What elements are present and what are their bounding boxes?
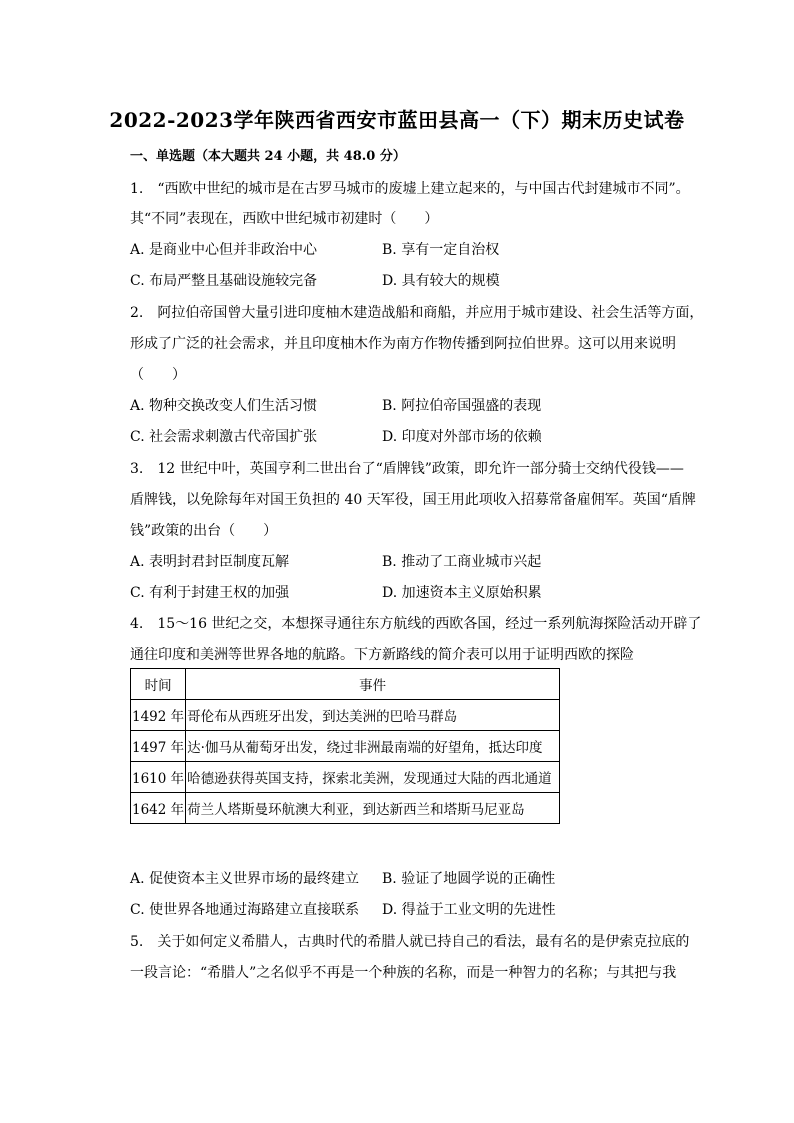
question-1-option-d: D. 具有较大的规模: [382, 273, 500, 289]
question-2-line-3: （ ）: [130, 367, 186, 383]
table-cell-event: 荷兰人塔斯曼环航澳大利亚，到达新西兰和塔斯马尼亚岛: [186, 793, 560, 824]
table-header-time: 时间: [131, 669, 186, 700]
exploration-table: [130, 668, 560, 824]
section-heading: 一、单选题（本大题共 24 小题，共 48.0 分）: [130, 149, 406, 164]
table-header-row: [131, 669, 560, 700]
table-cell-event: 哥伦布从西班牙出发，到达美洲的巴哈马群岛: [186, 700, 560, 731]
table-row: [131, 731, 560, 762]
question-1-line-1: 1. “西欧中世纪的城市是在古罗马城市的废墟上建立起来的，与中国古代封建城市不同”。: [130, 181, 690, 197]
table-header-event: 事件: [186, 669, 560, 700]
question-4-line-2: 通往印度和美洲等世界各地的航路。下方新路线的简介表可以用于证明西欧的探险: [130, 647, 634, 663]
question-2-line-2: 形成了广泛的社会需求，并且印度柚木作为南方作物传播到阿拉伯世界。这可以用来说明: [130, 336, 676, 352]
question-1-option-b: B. 享有一定自治权: [382, 242, 500, 258]
question-3-option-c: C. 有利于封建王权的加强: [130, 585, 290, 601]
question-3-option-d: D. 加速资本主义原始积累: [382, 585, 542, 601]
question-4-option-d: D. 得益于工业文明的先进性: [382, 902, 556, 918]
question-1-option-c: C. 布局严整且基础设施较完备: [130, 273, 318, 289]
question-4-option-a: A. 促使资本主义世界市场的最终建立: [130, 871, 360, 887]
table-row: [131, 793, 560, 824]
table-cell-year: 1497 年: [131, 731, 186, 762]
question-2-option-d: D. 印度对外部市场的依赖: [382, 429, 542, 445]
question-3-option-b: B. 推动了工商业城市兴起: [382, 554, 542, 570]
question-3-line-2: 盾牌钱，以免除每年对国王负担的 40 天军役，国王用此项收入招募常备雇佣军。英国“盾牌: [130, 492, 696, 508]
question-2-option-a: A. 物种交换改变人们生活习惯: [130, 398, 318, 414]
question-4-option-b: B. 验证了地圆学说的正确性: [382, 871, 556, 887]
question-4-line-1: 4. 15～16 世纪之交，本想探寻通往东方航线的西欧各国，经过一系列航海探险活动开辟了: [130, 616, 702, 632]
question-1-option-a: A. 是商业中心但并非政治中心: [130, 242, 318, 258]
question-5-line-2: 一段言论：“希腊人”之名似乎不再是一个种族的名称，而是一种智力的名称；与其把与我: [130, 965, 677, 981]
table-cell-event: 哈德逊获得英国支持，探索北美洲，发现通过大陆的西北通道: [186, 762, 560, 793]
question-2-option-b: B. 阿拉伯帝国强盛的表现: [382, 398, 542, 414]
table-cell-year: 1492 年: [131, 700, 186, 731]
question-3-line-3: 钱”政策的出台（ ）: [130, 523, 278, 539]
table-cell-event: 达·伽马从葡萄牙出发，绕过非洲最南端的好望角，抵达印度: [186, 731, 560, 762]
table-cell-year: 1610 年: [131, 762, 186, 793]
question-5-line-1: 5. 关于如何定义希腊人，古典时代的希腊人就已持自己的看法，最有名的是伊索克拉底的: [130, 934, 690, 950]
table-row: [131, 762, 560, 793]
question-4-option-c: C. 使世界各地通过海路建立直接联系: [130, 902, 360, 918]
question-3-option-a: A. 表明封君封臣制度瓦解: [130, 554, 290, 570]
page-title: 2022-2023学年陕西省西安市蓝田县高一（下）期末历史试卷: [109, 108, 685, 132]
question-2-option-c: C. 社会需求刺激古代帝国扩张: [130, 429, 318, 445]
table-row: [131, 700, 560, 731]
question-2-line-1: 2. 阿拉伯帝国曾大量引进印度柚木建造战船和商船，并应用于城市建设、社会生活等方面，: [130, 305, 704, 321]
table-cell-year: 1642 年: [131, 793, 186, 824]
question-1-line-2: 其“不同”表现在，西欧中世纪城市初建时（ ）: [130, 211, 439, 227]
question-3-line-1: 3. 12 世纪中叶，英国亨利二世出台了“盾牌钱”政策，即允许一部分骑士交纳代役钱——: [130, 461, 684, 477]
